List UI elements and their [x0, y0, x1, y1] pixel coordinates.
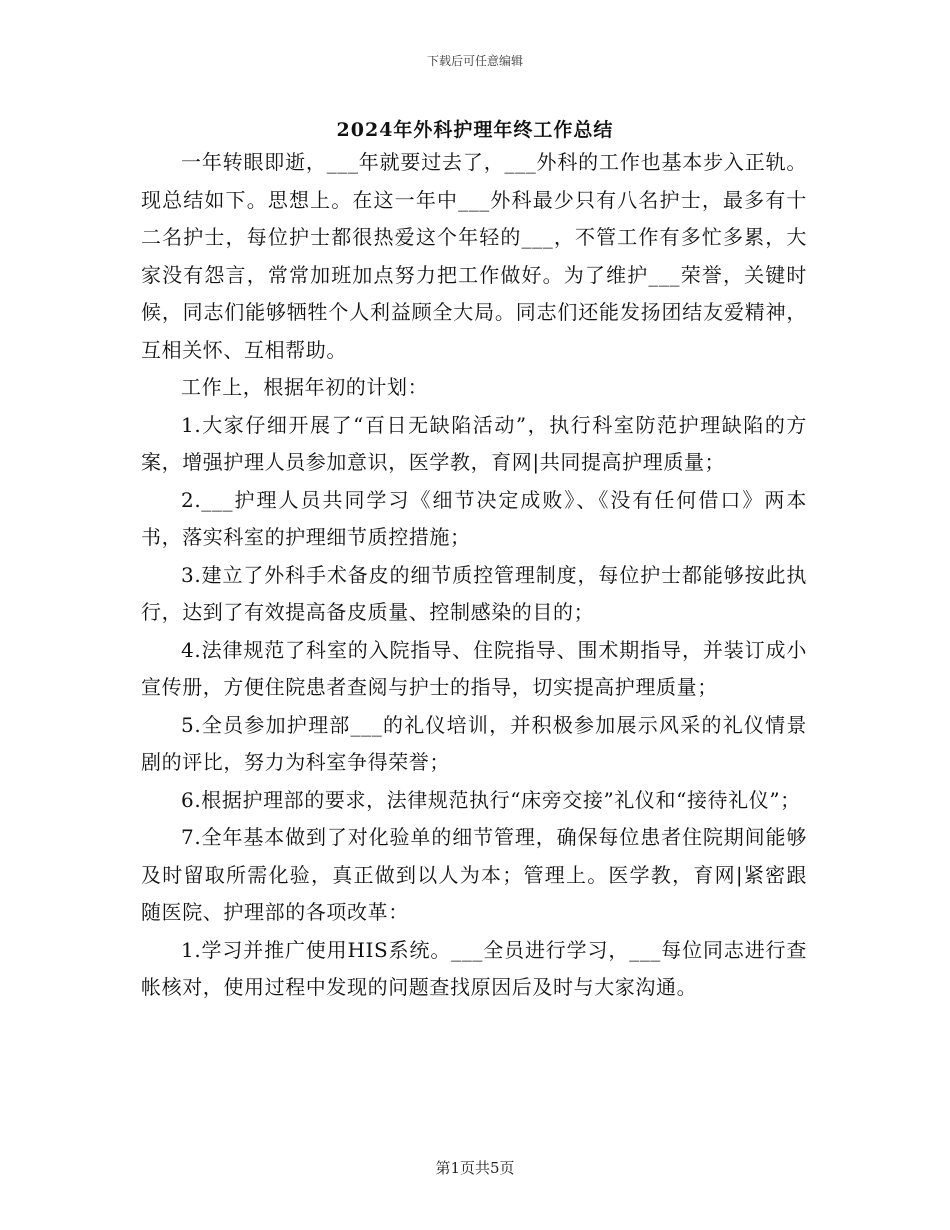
paragraph-9: 7.全年基本做到了对化验单的细节管理，确保每位患者住院期间能够及时留取所需化验，真正做到以人为本；管理上。医学教，育网|紧密跟随医院、护理部的各项改革：: [141, 825, 807, 924]
document-body: [141, 144, 807, 1007]
page-indicator: 第1页共5页: [435, 1159, 515, 1177]
paragraph-6: 4.法律规范了科室的入院指导、住院指导、围术期指导，并装订成小宣传册，方便住院患者查阅与护士的指导，切实提高护理质量；: [141, 637, 807, 699]
paragraph-5: 3.建立了外科手术备皮的细节质控管理制度，每位护士都能够按此执行，达到了有效提高备皮质量、控制感染的目的；: [141, 562, 807, 624]
paragraph-1: 一年转眼即逝，___年就要过去了，___外科的工作也基本步入正轨。现总结如下。思想上。在这一年中___外科最少只有八名护士，最多有十二名护士，每位护士都很热爱这个年轻的___，不管工作有多忙多累，大家没有怨言，常常加班加点努力把工作做好。为了维护___荣誉，关键时候，同志们能够牺牲个人利益顾全大局。同志们还能发扬团结友爱精神，互相关怀、互相帮助。: [141, 150, 807, 362]
paragraph-7: 5.全员参加护理部___的礼仪培训，并积极参加展示风采的礼仪情景剧的评比，努力为科室争得荣誉；: [141, 712, 807, 774]
header-note: 下载后可任意编辑: [426, 54, 523, 68]
paragraph-8: 6.根据护理部的要求，法律规范执行“床旁交接”礼仪和“接待礼仪”；: [181, 787, 801, 812]
paragraph-4: 2.___护理人员共同学习《细节决定成败》、《没有任何借口》两本书，落实科室的护理细节质控措施；: [141, 487, 807, 549]
paragraph-10: 1.学习并推广使用HIS系统。___全员进行学习，___每位同志进行查帐核对，使用过程中发现的问题查找原因后及时与大家沟通。: [141, 937, 807, 999]
document-title: 2024年外科护理年终工作总结: [336, 119, 614, 141]
paragraph-3: 1.大家仔细开展了“百日无缺陷活动”，执行科室防范护理缺陷的方案，增强护理人员参加意识，医学教，育网|共同提高护理质量；: [141, 412, 807, 474]
paragraph-2: 工作上，根据年初的计划：: [181, 375, 429, 399]
